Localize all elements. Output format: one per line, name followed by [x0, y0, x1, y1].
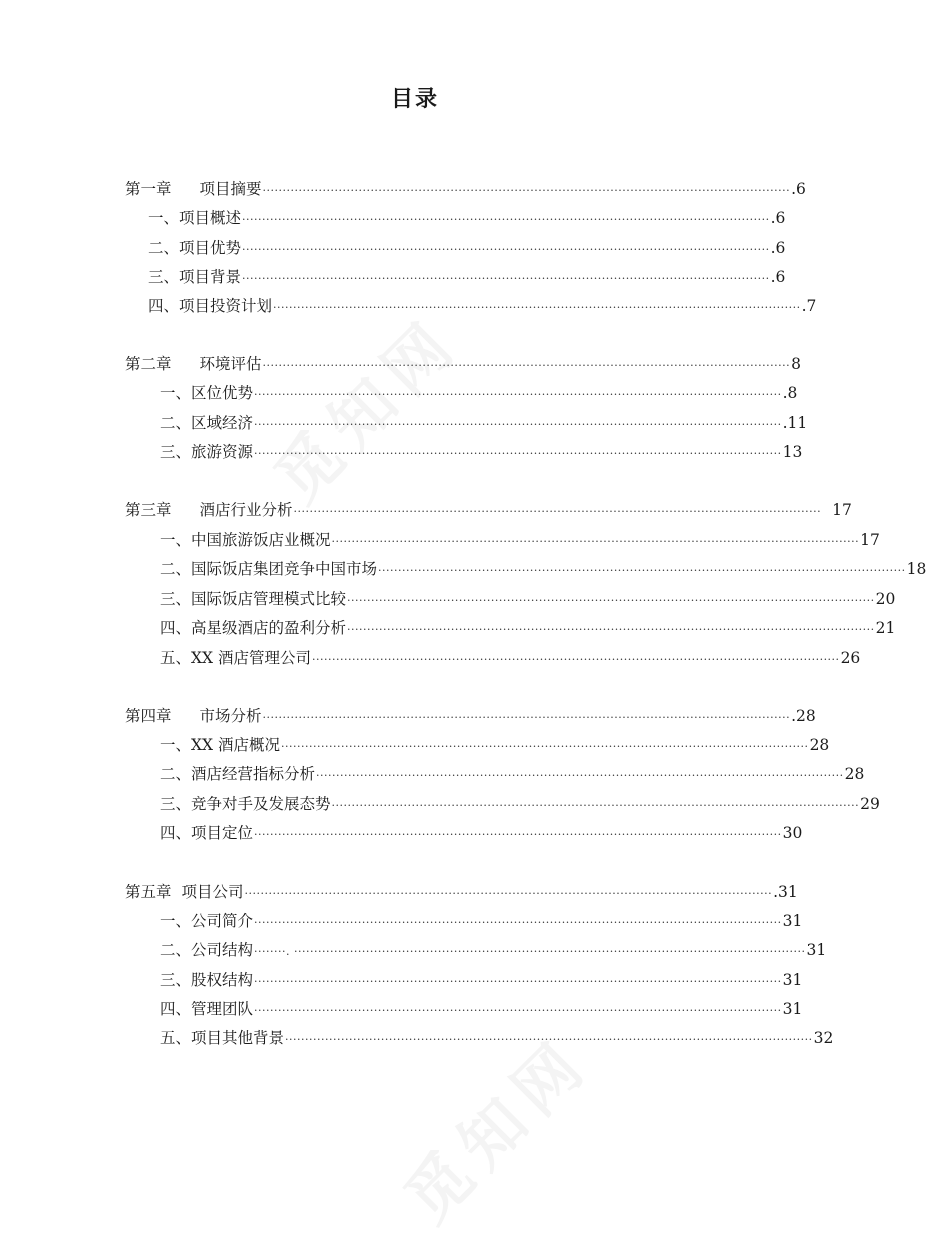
toc-chapter-5[interactable]: [125, 880, 798, 904]
dot-leader: ····································································································································: [378, 564, 906, 577]
dot-leader: ····································································································································: [273, 301, 801, 314]
toc-item[interactable]: [160, 440, 803, 464]
item-label: 三、国际饭店管理模式比较: [160, 590, 347, 608]
item-label: 四、管理团队: [160, 1000, 254, 1018]
page-number: 28: [809, 736, 830, 754]
item-label: 五、XX 酒店管理公司: [160, 649, 311, 667]
page-number: .6: [791, 180, 806, 198]
dot-leader: ····································································································································: [254, 828, 782, 841]
dot-leader: ····································································································································: [312, 653, 840, 666]
dot-leader: ····································································································································: [347, 594, 875, 607]
page-number: 31: [782, 1000, 803, 1018]
page-number: 17: [832, 501, 852, 519]
page-number: 13: [782, 443, 803, 461]
toc-item[interactable]: [160, 528, 880, 552]
toc-item[interactable]: [160, 411, 808, 435]
item-label: 二、酒店经营指标分析: [160, 765, 316, 783]
page-number: 26: [840, 649, 861, 667]
toc-chapter-4[interactable]: [125, 704, 816, 728]
item-label: 三、竞争对手及发展态势: [160, 795, 331, 813]
toc-item[interactable]: [160, 909, 803, 933]
chapter-number: 第三章: [125, 501, 172, 519]
chapter-title: 环境评估: [199, 355, 262, 373]
item-label: 一、中国旅游饭店业概况: [160, 531, 331, 549]
page-number: .31: [773, 883, 798, 901]
page-number: .6: [770, 268, 786, 286]
page-number: .28: [791, 707, 816, 725]
toc-item[interactable]: [160, 821, 803, 845]
dot-leader: ····································································································································: [262, 711, 791, 724]
page-number: 21: [875, 619, 896, 637]
page-number: 30: [782, 824, 803, 842]
item-label: 二、项目优势: [148, 239, 242, 257]
toc-item[interactable]: [160, 381, 798, 405]
toc-item[interactable]: [160, 968, 803, 992]
toc-item[interactable]: [160, 616, 896, 640]
toc-item[interactable]: [160, 938, 827, 962]
page-number: .11: [782, 414, 808, 432]
dot-leader: ····································································································································: [262, 359, 791, 372]
dot-leader: ····································································································································: [254, 916, 782, 929]
dot-leader: ····································································································································: [254, 1004, 782, 1017]
item-label: 一、XX 酒店概况: [160, 736, 280, 754]
page-number: .8: [782, 384, 798, 402]
dot-leader: ····································································································································: [262, 184, 791, 197]
dot-leader: ····································································································································: [254, 447, 782, 460]
toc-item[interactable]: [160, 997, 803, 1021]
chapter-number: 第二章: [125, 355, 172, 373]
item-label: 二、国际饭店集团竞争中国市场: [160, 560, 378, 578]
toc-item[interactable]: [148, 294, 817, 318]
toc-item[interactable]: [160, 733, 830, 757]
page-number: 31: [782, 912, 803, 930]
item-label: 三、旅游资源: [160, 443, 254, 461]
toc-chapter-1[interactable]: [125, 177, 806, 201]
chapter-number: 第四章: [125, 707, 172, 725]
item-label: 三、股权结构: [160, 971, 254, 989]
page-number: 8: [791, 355, 801, 373]
dot-leader: ····································································································································: [254, 388, 782, 401]
dot-leader: ········. ································································································································: [254, 945, 806, 958]
page-number: 31: [806, 941, 827, 959]
item-label: 一、公司简介: [160, 912, 254, 930]
page-number: .7: [801, 297, 817, 315]
dot-leader: ····································································································································: [242, 243, 770, 256]
page-number: 32: [813, 1029, 834, 1047]
toc-item[interactable]: [160, 1026, 834, 1050]
page-number: 17: [860, 531, 880, 549]
dot-leader: ····································································································································: [281, 740, 809, 753]
toc-item[interactable]: [148, 236, 786, 260]
dot-leader: ····································································································································: [331, 799, 860, 812]
toc-chapter-2[interactable]: [125, 352, 801, 376]
dot-leader: ····································································································································: [242, 213, 770, 226]
dot-leader: ····································································································································: [254, 418, 782, 431]
item-label: 四、项目定位: [160, 824, 254, 842]
page-number: 29: [860, 795, 880, 813]
chapter-title: 项目摘要: [199, 180, 262, 198]
item-label: 四、项目投资计划: [148, 297, 273, 315]
page-number: .6: [770, 239, 786, 257]
dot-leader: ····································································································································: [331, 535, 860, 548]
item-label: 二、区域经济: [160, 414, 254, 432]
toc-item[interactable]: [160, 587, 896, 611]
dot-leader: ····································································································································: [347, 623, 875, 636]
dot-leader: ····································································································································: [316, 769, 844, 782]
item-label: 三、项目背景: [148, 268, 242, 286]
chapter-title: 项目公司: [181, 883, 244, 901]
chapter-number: 第五章: [125, 883, 172, 901]
page-number: 31: [782, 971, 803, 989]
toc-item[interactable]: [148, 265, 786, 289]
toc-item[interactable]: [160, 762, 865, 786]
page-title: 目录: [390, 87, 439, 112]
item-label: 四、高星级酒店的盈利分析: [160, 619, 347, 637]
toc-item[interactable]: [160, 557, 926, 581]
toc-item[interactable]: [160, 792, 880, 816]
chapter-title: 市场分析: [199, 707, 262, 725]
toc-item[interactable]: [148, 206, 786, 230]
page-number: 20: [875, 590, 896, 608]
item-label: 一、项目概述: [148, 209, 242, 227]
toc-item[interactable]: [160, 646, 861, 670]
dot-leader: ····································································································································: [293, 505, 822, 518]
item-label: 五、项目其他背景: [160, 1029, 285, 1047]
dot-leader: ····································································································································: [254, 975, 782, 988]
item-label: 一、区位优势: [160, 384, 254, 402]
toc-chapter-3[interactable]: [125, 498, 852, 522]
dot-leader: ····································································································································: [242, 272, 770, 285]
dot-leader: ····································································································································: [285, 1033, 813, 1046]
dot-leader: ····································································································································: [244, 887, 773, 900]
page-number: 28: [844, 765, 865, 783]
page-number: 18: [906, 560, 926, 578]
item-label: 二、公司结构: [160, 941, 254, 959]
chapter-number: 第一章: [125, 180, 172, 198]
chapter-title: 酒店行业分析: [199, 501, 293, 519]
page-number: .6: [770, 209, 786, 227]
